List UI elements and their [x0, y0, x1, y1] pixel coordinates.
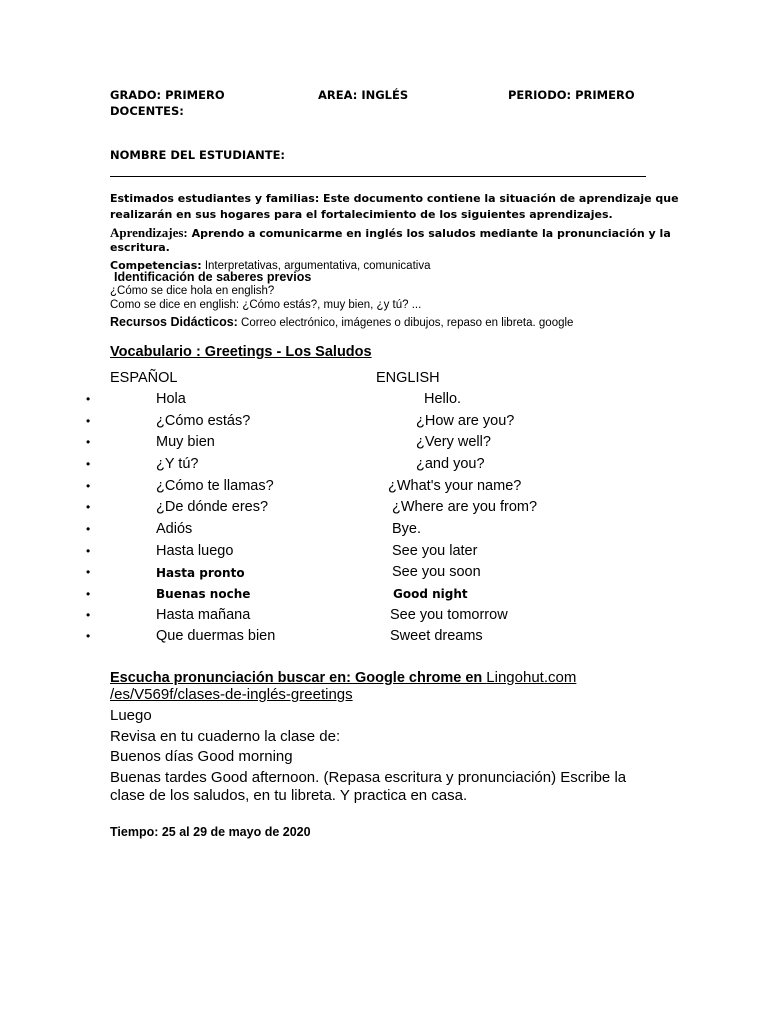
bullet-icon: • — [86, 522, 91, 536]
vocab-en: ¿Very well? — [416, 434, 491, 450]
recursos-text: Correo electrónico, imágenes o dibujos, repaso en libreta. google — [237, 317, 574, 329]
area-label: AREA: INGLÉS — [318, 88, 409, 102]
aprendizajes-line — [110, 224, 671, 242]
vocab-es: ¿Cómo estás? — [156, 413, 251, 429]
aprendizajes-text: Aprendo a comunicarme en inglés los saludos mediante la pronunciación y la — [187, 227, 671, 240]
bullet-icon: • — [86, 414, 91, 428]
bullet-icon: • — [86, 435, 91, 449]
competencias-label: Competencias: — [110, 259, 202, 272]
question-1: ¿Cómo se dice hola en english? — [110, 285, 275, 297]
student-name-label: NOMBRE DEL ESTUDIANTE: — [110, 148, 286, 162]
recursos-line — [110, 313, 573, 331]
docentes-label: DOCENTES: — [110, 104, 184, 118]
buenas-tardes-text-2: clase de los saludos, en tu libreta. Y practica en casa. — [110, 787, 468, 804]
vocab-es: ¿De dónde eres? — [156, 499, 269, 515]
listen-line — [110, 669, 576, 687]
vocab-en: Bye. — [392, 521, 422, 537]
vocab-es: Hasta luego — [156, 543, 234, 559]
competencias-text: Interpretativas, argumentativa, comunicativa — [201, 260, 431, 272]
periodo-label: PERIODO: PRIMERO — [508, 88, 635, 102]
bullet-icon: • — [86, 629, 91, 643]
aprendizajes-label: Aprendizajes: — [110, 225, 188, 240]
vocab-en: Hello. — [424, 391, 462, 407]
vocab-en: ¿Where are you from? — [392, 499, 538, 515]
bullet-icon: • — [86, 479, 91, 493]
question-2: Como se dice en english: ¿Cómo estás?, muy bien, ¿y tú? ... — [110, 299, 422, 311]
lingohut-link-path[interactable]: /es/V569f/clases-de-inglés-greetings — [110, 686, 353, 703]
vocab-es: Buenas noche — [156, 587, 251, 601]
vocab-es: Muy bien — [156, 434, 215, 450]
tiempo-text: Tiempo: 25 al 29 de mayo de 2020 — [110, 825, 311, 839]
saberes-heading: Identificación de saberes previos — [114, 270, 312, 284]
vocab-en: See you later — [392, 543, 478, 559]
intro-line-1: Estimados estudiantes y familias: Este documento contiene la situación de aprendizaje que — [110, 192, 679, 205]
intro-line-2: realizarán en sus hogares para el fortalecimiento de los siguientes aprendizajes. — [110, 208, 613, 221]
vocab-es: Adiós — [156, 521, 193, 537]
bullet-icon: • — [86, 608, 91, 622]
buenas-tardes-text-1: Buenas tardes Good afternoon. (Repasa escritura y pronunciación) Escribe la — [110, 769, 627, 786]
revisa-text: Revisa en tu cuaderno la clase de: — [110, 728, 341, 745]
student-name-line — [110, 176, 646, 177]
vocab-en: ¿How are you? — [416, 413, 515, 429]
luego-text: Luego — [110, 707, 152, 724]
vocab-es: Hola — [156, 391, 186, 407]
vocab-es: Que duermas bien — [156, 628, 276, 644]
recursos-label: Recursos Didácticos: — [110, 315, 238, 329]
bullet-icon: • — [86, 392, 91, 406]
bullet-icon: • — [86, 500, 91, 514]
col-header-espanol: ESPAÑOL — [110, 370, 178, 386]
vocab-es: ¿Y tú? — [156, 456, 199, 472]
vocab-en: See you soon — [392, 564, 481, 580]
vocab-en: Good night — [393, 587, 468, 601]
bullet-icon: • — [86, 565, 91, 579]
buenos-dias-text: Buenos días Good morning — [110, 748, 293, 765]
lingohut-link[interactable]: Lingohut.com — [486, 669, 577, 686]
vocab-en: ¿What's your name? — [388, 478, 522, 494]
listen-label: Escucha pronunciación buscar en: Google chrome en — [110, 670, 487, 686]
aprendizajes-text-2: escritura. — [110, 241, 170, 254]
vocabulary-title: Vocabulario : Greetings - Los Saludos — [110, 344, 372, 360]
vocab-en: ¿and you? — [416, 456, 485, 472]
bullet-icon: • — [86, 457, 91, 471]
col-header-english: ENGLISH — [376, 370, 440, 386]
bullet-icon: • — [86, 587, 91, 601]
vocab-en: Sweet dreams — [390, 628, 483, 644]
grado-label: GRADO: PRIMERO — [110, 88, 225, 102]
vocab-es: Hasta pronto — [156, 566, 245, 580]
vocab-es: ¿Cómo te llamas? — [156, 478, 274, 494]
vocab-es: Hasta mañana — [156, 607, 251, 623]
vocab-en: See you tomorrow — [390, 607, 508, 623]
bullet-icon: • — [86, 544, 91, 558]
